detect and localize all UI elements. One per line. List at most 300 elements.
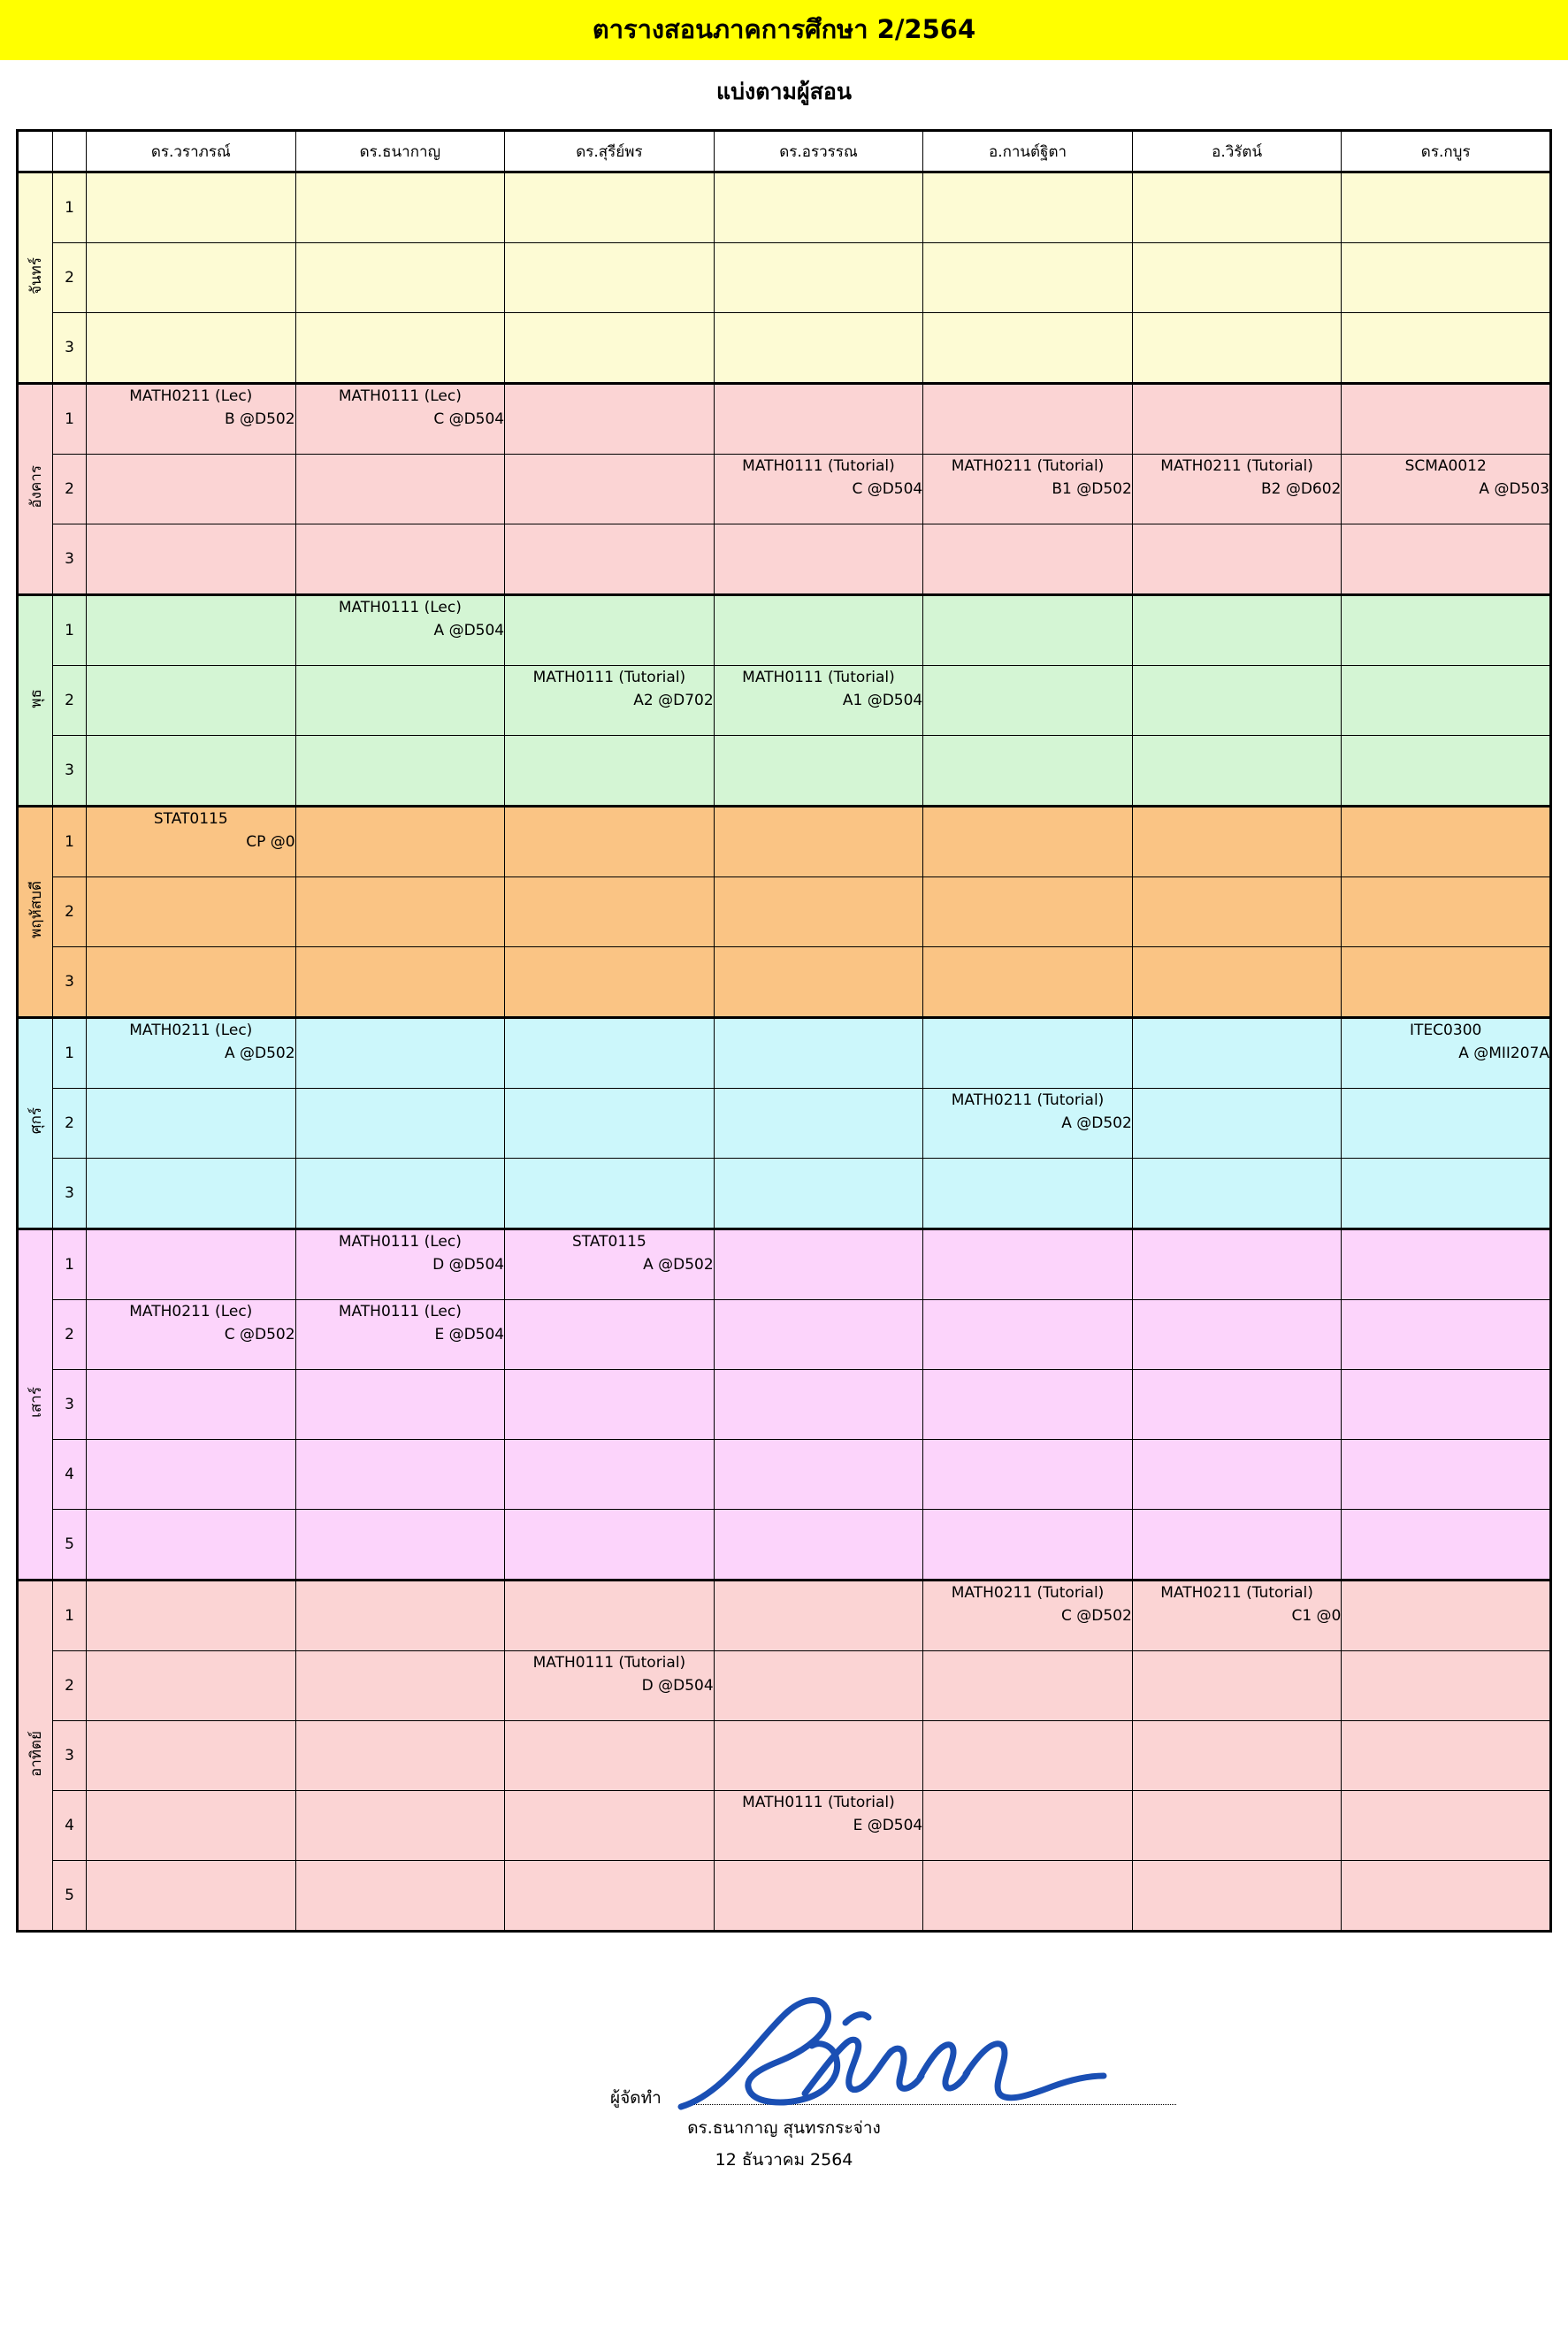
- schedule-slot[interactable]: [923, 1510, 1133, 1581]
- table-row: [18, 1159, 1551, 1229]
- schedule-slot[interactable]: [87, 947, 296, 1018]
- schedule-slot[interactable]: [87, 1440, 296, 1510]
- schedule-slot[interactable]: [505, 1581, 715, 1651]
- schedule-slot[interactable]: [1132, 947, 1342, 1018]
- schedule-slot[interactable]: [1132, 807, 1342, 877]
- schedule-slot[interactable]: [505, 1791, 715, 1861]
- schedule-slot[interactable]: [1132, 1300, 1342, 1370]
- table-row: [18, 1440, 1551, 1510]
- teacher-column-header: อ.วิรัตน์: [1132, 131, 1342, 172]
- period-number-cell: 3: [53, 736, 87, 807]
- schedule-table-container: [0, 129, 1568, 1933]
- slot-course-code: STAT0115: [153, 810, 228, 828]
- schedule-slot[interactable]: [295, 595, 505, 666]
- schedule-slot[interactable]: [714, 313, 923, 384]
- slot-section-room: A @D503: [1479, 480, 1549, 499]
- schedule-slot[interactable]: [714, 1300, 923, 1370]
- schedule-slot[interactable]: [923, 666, 1133, 736]
- signer-label: ผู้จัดทำ: [610, 2088, 662, 2108]
- period-number-cell: 5: [53, 1510, 87, 1581]
- day-label-cell: [18, 595, 53, 807]
- corner-cell-period: [53, 131, 87, 172]
- slot-section-room: CP @0: [246, 833, 295, 852]
- teacher-column-header: ดร.อรวรรณ: [714, 131, 923, 172]
- schedule-slot[interactable]: [714, 877, 923, 947]
- schedule-slot[interactable]: [505, 1229, 715, 1300]
- day-label: อังคาร: [27, 465, 45, 509]
- slot-course-code: MATH0211 (Tutorial): [951, 1091, 1105, 1109]
- teacher-column-header: ดร.สุรีย์พร: [505, 131, 715, 172]
- schedule-slot[interactable]: [923, 1721, 1133, 1791]
- schedule-slot[interactable]: [295, 1229, 505, 1300]
- table-row: [18, 947, 1551, 1018]
- signature-icon: [672, 1987, 1132, 2120]
- period-number-cell: 1: [53, 595, 87, 666]
- schedule-slot[interactable]: [714, 172, 923, 243]
- day-label-cell: [18, 172, 53, 384]
- slot-course-code: MATH0111 (Tutorial): [742, 1794, 895, 1811]
- table-row: [18, 455, 1551, 524]
- schedule-slot[interactable]: [1342, 595, 1551, 666]
- schedule-slot[interactable]: [87, 595, 296, 666]
- table-header-row: [18, 131, 1551, 172]
- slot-section-room: B @D502: [224, 410, 295, 429]
- slot-course-code: MATH0211 (Lec): [129, 387, 253, 405]
- table-row: [18, 1089, 1551, 1159]
- table-row: [18, 172, 1551, 243]
- table-row: [18, 243, 1551, 313]
- table-row: [18, 313, 1551, 384]
- slot-course-code: SCMA0012: [1404, 457, 1487, 475]
- schedule-slot[interactable]: [714, 807, 923, 877]
- schedule-slot[interactable]: [1132, 1510, 1342, 1581]
- signer-name: ดร.ธนากาญ สุนทรกระจ่าง: [687, 2118, 881, 2138]
- schedule-slot[interactable]: [1342, 1861, 1551, 1932]
- schedule-slot[interactable]: [714, 1159, 923, 1229]
- schedule-slot[interactable]: [714, 947, 923, 1018]
- day-label-cell: [18, 1581, 53, 1932]
- schedule-slot[interactable]: [505, 313, 715, 384]
- period-number-cell: 3: [53, 1159, 87, 1229]
- day-label: ศุกร์: [27, 1107, 45, 1135]
- schedule-slot[interactable]: [923, 1229, 1133, 1300]
- schedule-slot[interactable]: [923, 1651, 1133, 1721]
- schedule-slot[interactable]: [923, 595, 1133, 666]
- schedule-slot[interactable]: [1342, 1229, 1551, 1300]
- schedule-slot[interactable]: [295, 1510, 505, 1581]
- schedule-slot[interactable]: [1342, 1370, 1551, 1440]
- period-number-cell: 1: [53, 1581, 87, 1651]
- schedule-slot[interactable]: [1342, 1581, 1551, 1651]
- period-number-cell: 3: [53, 1721, 87, 1791]
- period-number-cell: 2: [53, 455, 87, 524]
- schedule-slot[interactable]: [295, 1370, 505, 1440]
- slot-section-room: B1 @D502: [1052, 480, 1132, 499]
- schedule-slot[interactable]: [505, 1861, 715, 1932]
- schedule-slot[interactable]: [1342, 1159, 1551, 1229]
- schedule-slot[interactable]: [923, 1089, 1133, 1159]
- schedule-slot[interactable]: [714, 595, 923, 666]
- schedule-slot[interactable]: [295, 736, 505, 807]
- slot-course-code: MATH0211 (Lec): [129, 1022, 253, 1039]
- schedule-slot[interactable]: [1132, 1229, 1342, 1300]
- day-label-cell: [18, 384, 53, 595]
- page-subtitle: แบ่งตามผู้สอน: [716, 79, 852, 104]
- table-row: [18, 1229, 1551, 1300]
- slot-course-code: ITEC0300: [1410, 1022, 1482, 1039]
- slot-course-code: STAT0115: [571, 1233, 646, 1251]
- signature-area: [0, 1970, 1568, 2170]
- slot-section-room: C1 @0: [1291, 1607, 1342, 1626]
- schedule-slot[interactable]: [87, 666, 296, 736]
- day-label-cell: [18, 807, 53, 1018]
- schedule-slot[interactable]: [714, 1229, 923, 1300]
- slot-course-code: MATH0211 (Tutorial): [1160, 457, 1313, 475]
- schedule-slot[interactable]: [295, 1651, 505, 1721]
- schedule-slot[interactable]: [87, 877, 296, 947]
- schedule-slot[interactable]: [87, 384, 296, 455]
- schedule-slot[interactable]: [1132, 1370, 1342, 1440]
- slot-section-room: E @D504: [434, 1326, 505, 1344]
- period-number-cell: 3: [53, 1370, 87, 1440]
- schedule-slot[interactable]: [1132, 1159, 1342, 1229]
- schedule-slot[interactable]: [923, 1018, 1133, 1089]
- schedule-slot[interactable]: [505, 524, 715, 595]
- slot-course-code: MATH0111 (Tutorial): [532, 1654, 686, 1672]
- slot-section-room: A @D502: [224, 1045, 295, 1063]
- schedule-slot[interactable]: [505, 1159, 715, 1229]
- schedule-slot[interactable]: [714, 1861, 923, 1932]
- schedule-slot[interactable]: [87, 313, 296, 384]
- schedule-slot[interactable]: [714, 1018, 923, 1089]
- period-number-cell: 2: [53, 666, 87, 736]
- schedule-slot[interactable]: [87, 1581, 296, 1651]
- schedule-slot[interactable]: [87, 1791, 296, 1861]
- slot-course-code: MATH0211 (Tutorial): [951, 1584, 1105, 1602]
- schedule-slot[interactable]: [505, 1510, 715, 1581]
- schedule-slot[interactable]: [714, 1791, 923, 1861]
- schedule-slot[interactable]: [714, 1440, 923, 1510]
- slot-section-room: D @D504: [641, 1677, 714, 1696]
- teacher-column-header: ดร.กบูร: [1342, 131, 1551, 172]
- period-number-cell: 5: [53, 1861, 87, 1932]
- schedule-slot[interactable]: [87, 1300, 296, 1370]
- schedule-slot[interactable]: [295, 1791, 505, 1861]
- schedule-slot[interactable]: [295, 947, 505, 1018]
- schedule-slot[interactable]: [1342, 524, 1551, 595]
- schedule-slot[interactable]: [714, 1721, 923, 1791]
- slot-course-code: MATH0111 (Tutorial): [742, 669, 895, 686]
- schedule-slot[interactable]: [295, 1300, 505, 1370]
- schedule-slot[interactable]: [87, 1861, 296, 1932]
- schedule-slot[interactable]: [1132, 877, 1342, 947]
- period-number-cell: 4: [53, 1791, 87, 1861]
- slot-course-code: MATH0111 (Tutorial): [532, 669, 686, 686]
- schedule-slot[interactable]: [1132, 1581, 1342, 1651]
- schedule-slot[interactable]: [87, 807, 296, 877]
- table-row: [18, 1510, 1551, 1581]
- schedule-slot[interactable]: [923, 1791, 1133, 1861]
- schedule-slot[interactable]: [295, 455, 505, 524]
- table-row: [18, 666, 1551, 736]
- schedule-slot[interactable]: [295, 1581, 505, 1651]
- schedule-slot[interactable]: [923, 524, 1133, 595]
- schedule-slot[interactable]: [714, 384, 923, 455]
- day-label: พฤหัสบดี: [27, 881, 45, 938]
- schedule-slot[interactable]: [87, 1721, 296, 1791]
- schedule-slot[interactable]: [714, 666, 923, 736]
- slot-section-room: A @MII207A: [1458, 1045, 1549, 1063]
- schedule-slot[interactable]: [295, 243, 505, 313]
- schedule-slot[interactable]: [295, 877, 505, 947]
- schedule-slot[interactable]: [1342, 1300, 1551, 1370]
- schedule-slot[interactable]: [505, 243, 715, 313]
- schedule-slot[interactable]: [923, 807, 1133, 877]
- slot-section-room: C @D502: [224, 1326, 295, 1344]
- schedule-slot[interactable]: [295, 1159, 505, 1229]
- period-number-cell: 1: [53, 1018, 87, 1089]
- day-label: พุธ: [27, 688, 45, 708]
- table-row: [18, 1370, 1551, 1440]
- schedule-slot[interactable]: [505, 807, 715, 877]
- schedule-slot[interactable]: [1132, 1440, 1342, 1510]
- schedule-slot[interactable]: [295, 1089, 505, 1159]
- schedule-slot[interactable]: [923, 384, 1133, 455]
- schedule-slot[interactable]: [1132, 736, 1342, 807]
- schedule-slot[interactable]: [295, 313, 505, 384]
- slot-course-code: MATH0111 (Lec): [338, 387, 462, 405]
- schedule-slot[interactable]: [923, 172, 1133, 243]
- schedule-slot[interactable]: [505, 595, 715, 666]
- schedule-slot[interactable]: [87, 243, 296, 313]
- schedule-slot[interactable]: [923, 243, 1133, 313]
- schedule-slot[interactable]: [1342, 1440, 1551, 1510]
- schedule-slot[interactable]: [87, 1229, 296, 1300]
- schedule-slot[interactable]: [87, 1089, 296, 1159]
- period-number-cell: 3: [53, 313, 87, 384]
- schedule-slot[interactable]: [1342, 666, 1551, 736]
- period-number-cell: 2: [53, 877, 87, 947]
- schedule-slot[interactable]: [1342, 172, 1551, 243]
- schedule-slot[interactable]: [1132, 243, 1342, 313]
- schedule-slot[interactable]: [714, 524, 923, 595]
- schedule-slot[interactable]: [87, 1651, 296, 1721]
- table-row: [18, 736, 1551, 807]
- corner-cell-day: [18, 131, 53, 172]
- slot-course-code: MATH0211 (Lec): [129, 1303, 253, 1320]
- schedule-slot[interactable]: [1132, 595, 1342, 666]
- period-number-cell: 1: [53, 807, 87, 877]
- schedule-slot[interactable]: [1132, 1651, 1342, 1721]
- table-body: [18, 172, 1551, 1932]
- schedule-slot[interactable]: [1342, 947, 1551, 1018]
- table-row: [18, 877, 1551, 947]
- schedule-slot[interactable]: [505, 1089, 715, 1159]
- period-number-cell: 2: [53, 1089, 87, 1159]
- slot-course-code: MATH0111 (Lec): [338, 1303, 462, 1320]
- schedule-slot[interactable]: [714, 243, 923, 313]
- slot-section-room: A2 @D702: [633, 692, 714, 710]
- schedule-slot[interactable]: [1342, 1721, 1551, 1791]
- teacher-column-header: อ.กานต์ฐิตา: [923, 131, 1133, 172]
- table-row: [18, 524, 1551, 595]
- schedule-slot[interactable]: [1342, 455, 1551, 524]
- schedule-slot[interactable]: [87, 1510, 296, 1581]
- schedule-slot[interactable]: [87, 172, 296, 243]
- schedule-slot[interactable]: [1132, 172, 1342, 243]
- slot-section-room: A @D502: [643, 1256, 714, 1275]
- schedule-slot[interactable]: [1132, 455, 1342, 524]
- schedule-slot[interactable]: [505, 666, 715, 736]
- schedule-slot[interactable]: [505, 736, 715, 807]
- schedule-slot[interactable]: [505, 1440, 715, 1510]
- schedule-slot[interactable]: [923, 313, 1133, 384]
- schedule-slot[interactable]: [923, 1440, 1133, 1510]
- schedule-slot[interactable]: [714, 1510, 923, 1581]
- schedule-slot[interactable]: [714, 1651, 923, 1721]
- schedule-slot[interactable]: [1132, 1089, 1342, 1159]
- schedule-slot[interactable]: [1342, 1651, 1551, 1721]
- schedule-slot[interactable]: [295, 1721, 505, 1791]
- schedule-slot[interactable]: [1342, 1791, 1551, 1861]
- schedule-slot[interactable]: [923, 1861, 1133, 1932]
- schedule-slot[interactable]: [505, 1018, 715, 1089]
- schedule-slot[interactable]: [505, 947, 715, 1018]
- slot-course-code: MATH0211 (Tutorial): [1160, 1584, 1313, 1602]
- day-label: จันทร์: [27, 256, 45, 295]
- schedule-slot[interactable]: [295, 807, 505, 877]
- teacher-column-header: ดร.วราภรณ์: [87, 131, 296, 172]
- slot-course-code: MATH0211 (Tutorial): [951, 457, 1105, 475]
- schedule-slot[interactable]: [1342, 243, 1551, 313]
- schedule-slot[interactable]: [1342, 384, 1551, 455]
- schedule-slot[interactable]: [1132, 1018, 1342, 1089]
- table-row: [18, 1018, 1551, 1089]
- table-row: [18, 595, 1551, 666]
- schedule-slot[interactable]: [1342, 313, 1551, 384]
- schedule-slot[interactable]: [295, 1440, 505, 1510]
- table-row: [18, 1581, 1551, 1651]
- period-number-cell: 4: [53, 1440, 87, 1510]
- schedule-slot[interactable]: [505, 384, 715, 455]
- schedule-slot[interactable]: [1342, 877, 1551, 947]
- slot-section-room: A @D502: [1061, 1114, 1132, 1133]
- schedule-slot[interactable]: [1342, 1510, 1551, 1581]
- period-number-cell: 1: [53, 172, 87, 243]
- period-number-cell: 1: [53, 384, 87, 455]
- day-label: อาทิตย์: [27, 1730, 45, 1777]
- period-number-cell: 1: [53, 1229, 87, 1300]
- schedule-slot[interactable]: [87, 736, 296, 807]
- slot-section-room: B2 @D602: [1260, 480, 1342, 499]
- schedule-slot[interactable]: [1342, 1089, 1551, 1159]
- schedule-slot[interactable]: [714, 1581, 923, 1651]
- table-row: [18, 1721, 1551, 1791]
- table-row: [18, 1791, 1551, 1861]
- period-number-cell: 2: [53, 1651, 87, 1721]
- schedule-slot[interactable]: [923, 1581, 1133, 1651]
- schedule-slot[interactable]: [505, 455, 715, 524]
- schedule-slot[interactable]: [295, 1018, 505, 1089]
- schedule-slot[interactable]: [87, 1159, 296, 1229]
- schedule-slot[interactable]: [714, 1089, 923, 1159]
- schedule-slot[interactable]: [87, 524, 296, 595]
- table-row: [18, 1300, 1551, 1370]
- schedule-slot[interactable]: [295, 524, 505, 595]
- schedule-slot[interactable]: [1132, 524, 1342, 595]
- day-label-cell: [18, 1229, 53, 1581]
- schedule-slot[interactable]: [1132, 666, 1342, 736]
- table-row: [18, 1651, 1551, 1721]
- schedule-slot[interactable]: [1132, 1861, 1342, 1932]
- period-number-cell: 3: [53, 947, 87, 1018]
- schedule-slot[interactable]: [923, 1159, 1133, 1229]
- day-label-cell: [18, 1018, 53, 1229]
- schedule-slot[interactable]: [923, 877, 1133, 947]
- slot-course-code: MATH0111 (Tutorial): [742, 457, 895, 475]
- schedule-slot[interactable]: [505, 1300, 715, 1370]
- schedule-slot[interactable]: [505, 1651, 715, 1721]
- period-number-cell: 2: [53, 243, 87, 313]
- schedule-slot[interactable]: [1132, 384, 1342, 455]
- schedule-slot[interactable]: [87, 455, 296, 524]
- slot-section-room: A @D504: [433, 622, 505, 640]
- schedule-slot[interactable]: [1342, 1018, 1551, 1089]
- table-row: [18, 1861, 1551, 1932]
- schedule-slot[interactable]: [87, 1018, 296, 1089]
- schedule-slot[interactable]: [295, 384, 505, 455]
- schedule-slot[interactable]: [923, 1300, 1133, 1370]
- day-label: เสาร์: [27, 1387, 45, 1418]
- period-number-cell: 3: [53, 524, 87, 595]
- signature-date: 12 ธันวาคม 2564: [715, 2150, 853, 2170]
- slot-course-code: MATH0111 (Lec): [338, 1233, 462, 1251]
- page-title: ตารางสอนภาคการศึกษา 2/2564: [0, 0, 1568, 60]
- schedule-slot[interactable]: [923, 736, 1133, 807]
- teacher-column-header: ดร.ธนากาญ: [295, 131, 505, 172]
- schedule-slot[interactable]: [87, 1370, 296, 1440]
- slot-section-room: C @D504: [433, 410, 505, 429]
- schedule-slot[interactable]: [505, 1370, 715, 1440]
- schedule-slot[interactable]: [1132, 1721, 1342, 1791]
- schedule-slot[interactable]: [295, 172, 505, 243]
- schedule-slot[interactable]: [923, 455, 1133, 524]
- schedule-slot[interactable]: [1132, 313, 1342, 384]
- schedule-table: [16, 129, 1552, 1933]
- schedule-slot[interactable]: [714, 1370, 923, 1440]
- slot-section-room: C @D504: [852, 480, 923, 499]
- schedule-slot[interactable]: [295, 666, 505, 736]
- schedule-slot[interactable]: [1342, 807, 1551, 877]
- schedule-slot[interactable]: [714, 736, 923, 807]
- schedule-slot[interactable]: [505, 172, 715, 243]
- schedule-slot[interactable]: [923, 1370, 1133, 1440]
- slot-course-code: MATH0111 (Lec): [338, 599, 462, 616]
- schedule-slot[interactable]: [295, 1861, 505, 1932]
- period-number-cell: 2: [53, 1300, 87, 1370]
- schedule-slot[interactable]: [923, 947, 1133, 1018]
- schedule-slot[interactable]: [714, 455, 923, 524]
- schedule-slot[interactable]: [505, 877, 715, 947]
- slot-section-room: E @D504: [853, 1817, 923, 1835]
- slot-section-room: C @D502: [1061, 1607, 1132, 1626]
- slot-section-room: A1 @D504: [842, 692, 923, 710]
- table-header: [18, 131, 1551, 172]
- slot-section-room: D @D504: [432, 1256, 505, 1275]
- schedule-slot[interactable]: [1342, 736, 1551, 807]
- schedule-slot[interactable]: [1132, 1791, 1342, 1861]
- schedule-slot[interactable]: [505, 1721, 715, 1791]
